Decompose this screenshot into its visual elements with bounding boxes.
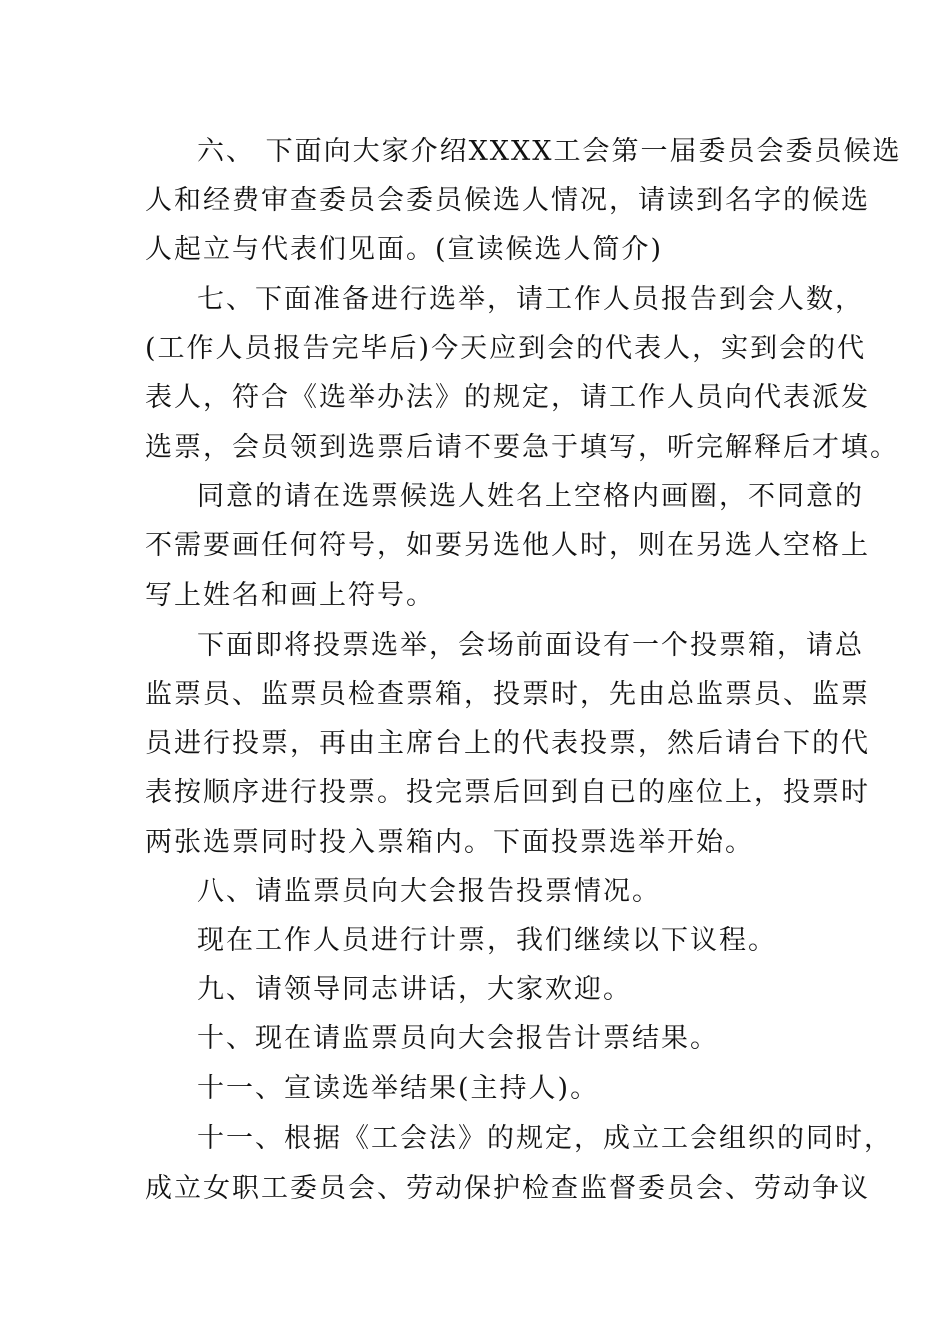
paragraph-7-line-3: 表人，符合《选举办法》的规定，请工作人员向代表派发 <box>145 382 870 413</box>
paragraph-voting-line-4: 表按顺序进行投票。投完票后回到自已的座位上，投票时 <box>145 777 870 808</box>
paragraph-ballot-line-2: 不需要画任何符号，如要另选他人时，则在另选人空格上 <box>145 530 870 561</box>
paragraph-voting-line-2: 监票员、监票员检查票箱，投票时，先由总监票员、监票 <box>145 679 870 710</box>
paragraph-11: 十一、宣读选举结果(主持人)。 <box>197 1073 600 1104</box>
paragraph-7-line-1: 七、下面准备进行选举，请工作人员报告到会人数， <box>197 284 864 315</box>
paragraph-ballot-line-3: 写上姓名和画上符号。 <box>145 580 435 611</box>
paragraph-voting-line-5: 两张选票同时投入票箱内。下面投票选举开始。 <box>145 827 754 858</box>
paragraph-7-line-2: (工作人员报告完毕后)今天应到会的代表人，实到会的代 <box>145 333 867 364</box>
paragraph-6-line-2: 人和经费审查委员会委员候选人情况，请读到名字的候选 <box>145 185 870 216</box>
paragraph-voting-line-3: 员进行投票，再由主席台上的代表投票，然后请台下的代 <box>145 728 870 759</box>
paragraph-11b-line-2: 成立女职工委员会、劳动保护检查监督委员会、劳动争议 <box>145 1173 870 1204</box>
paragraph-6-line-1: 六、 下面向大家介绍XXXX工会第一届委员会委员候选 <box>197 136 902 167</box>
paragraph-10: 十、现在请监票员向大会报告计票结果。 <box>197 1023 719 1054</box>
paragraph-11b-line-1: 十一、根据《工会法》的规定，成立工会组织的同时， <box>197 1123 893 1154</box>
paragraph-ballot-line-1: 同意的请在选票候选人姓名上空格内画圈，不同意的 <box>197 481 864 512</box>
paragraph-counting: 现在工作人员进行计票，我们继续以下议程。 <box>197 925 777 956</box>
paragraph-voting-line-1: 下面即将投票选举，会场前面设有一个投票箱，请总 <box>197 630 864 661</box>
paragraph-9: 九、请领导同志讲话，大家欢迎。 <box>197 974 632 1005</box>
paragraph-8: 八、请监票员向大会报告投票情况。 <box>197 876 661 907</box>
paragraph-6-line-3: 人起立与代表们见面。(宣读候选人简介) <box>145 234 664 265</box>
paragraph-7-line-4: 选票，会员领到选票后请不要急于填写，听完解释后才填。 <box>145 432 899 463</box>
